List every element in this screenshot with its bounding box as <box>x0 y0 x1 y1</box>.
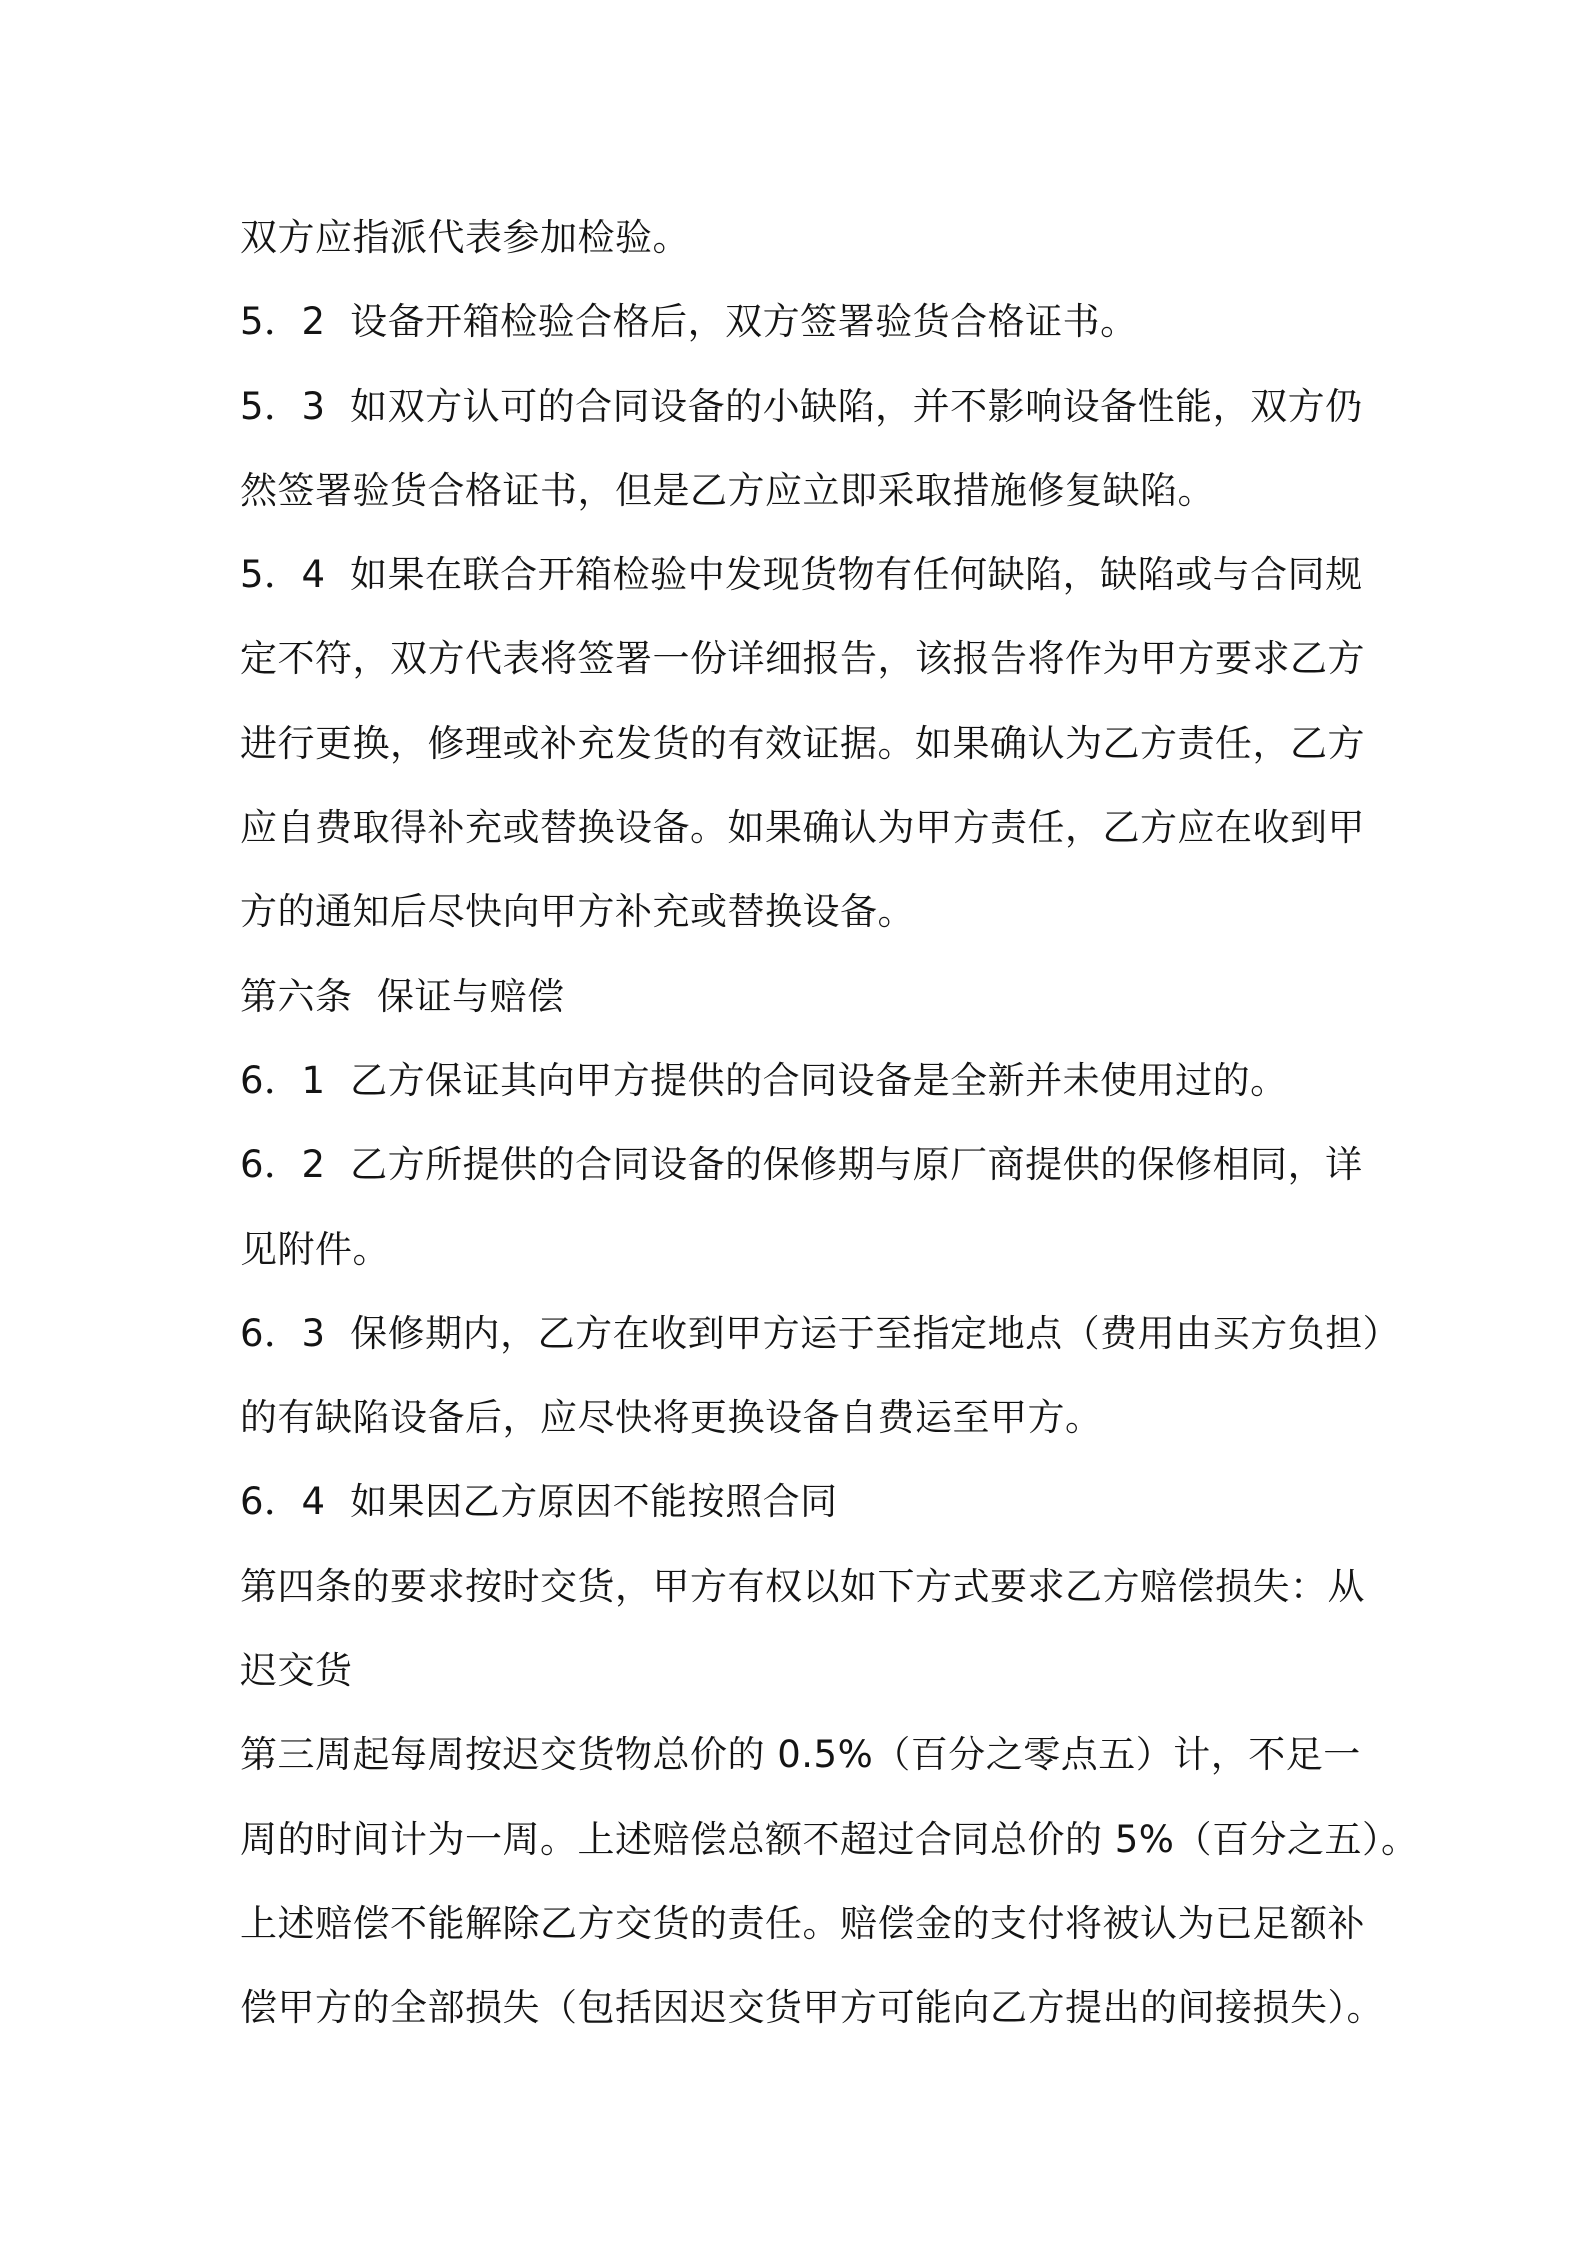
section-heading-article-6: 第六条 保证与赔偿 <box>240 974 565 1018</box>
contract-text-body <box>240 196 1419 2051</box>
text-line: 进行更换，修理或补充发货的有效证据。如果确认为乙方责任，乙方 <box>240 721 1365 765</box>
text-line: 第四条的要求按时交货，甲方有权以如下方式要求乙方赔偿损失：从 <box>240 1564 1365 1608</box>
clause-6-4: 6．4 如果因乙方原因不能按照合同 <box>240 1480 838 1524</box>
clause-5-4: 5．4 如果在联合开箱检验中发现货物有任何缺陷，缺陷或与合同规 <box>240 553 1363 597</box>
text-line: 的有缺陷设备后，应尽快将更换设备自费运至甲方。 <box>240 1396 1103 1440</box>
text-line: 周的时间计为一周。上述赔偿总额不超过合同总价的 5%（百分之五）。 <box>240 1817 1419 1861</box>
text-line: 迟交货 <box>240 1649 353 1693</box>
clause-6-2: 6．2 乙方所提供的合同设备的保修期与原厂商提供的保修相同，详 <box>240 1143 1363 1187</box>
text-line: 定不符，双方代表将签署一份详细报告，该报告将作为甲方要求乙方 <box>240 637 1365 681</box>
text-line: 应自费取得补充或替换设备。如果确认为甲方责任，乙方应在收到甲 <box>240 806 1365 850</box>
text-line: 双方应指派代表参加检验。 <box>240 216 690 259</box>
text-line: 上述赔偿不能解除乙方交货的责任。赔偿金的支付将被认为已足额补 <box>240 1901 1365 1945</box>
clause-5-2: 5．2 设备开箱检验合格后，双方签署验货合格证书。 <box>240 300 1138 344</box>
clause-6-3: 6．3 保修期内，乙方在收到甲方运于至指定地点（费用由买方负担） <box>240 1311 1401 1355</box>
text-line: 见附件。 <box>240 1227 390 1271</box>
text-line: 方的通知后尽快向甲方补充或替换设备。 <box>240 890 915 934</box>
text-line: 然签署验货合格证书，但是乙方应立即采取措施修复缺陷。 <box>240 468 1215 512</box>
text-line: 第三周起每周按迟交货物总价的 0.5%（百分之零点五）计，不足一 <box>240 1733 1361 1777</box>
clause-5-3: 5．3 如双方认可的合同设备的小缺陷，并不影响设备性能，双方仍 <box>240 384 1363 428</box>
clause-6-1: 6．1 乙方保证其向甲方提供的合同设备是全新并未使用过的。 <box>240 1058 1288 1102</box>
text-line: 偿甲方的全部损失（包括因迟交货甲方可能向乙方提出的间接损失）。 <box>240 1986 1384 2030</box>
